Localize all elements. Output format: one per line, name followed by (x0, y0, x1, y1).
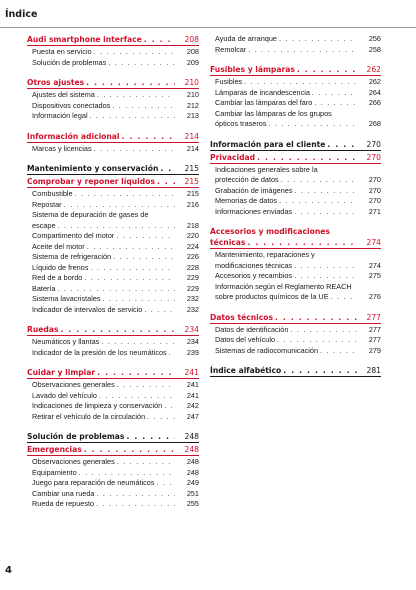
toc-entry-title: Compartimento del motor (32, 231, 115, 240)
dot-leader (64, 200, 175, 211)
toc-entry[interactable] (27, 47, 199, 58)
toc-entry-title: Observaciones generales (32, 457, 115, 466)
toc-entry-title: Mantenimiento y conservación (27, 164, 159, 173)
dot-leader (84, 444, 175, 455)
toc-entry[interactable] (210, 207, 381, 218)
toc-entry[interactable] (210, 98, 381, 109)
toc-entry-title: Lámparas de incandescencia (215, 87, 310, 97)
toc-entry[interactable] (210, 196, 381, 207)
toc-section-heading[interactable] (210, 365, 381, 376)
toc-entry-title: Grabación de imágenes (215, 185, 293, 195)
toc-entry-title: Cuidar y limpiar (27, 368, 96, 377)
toc-page-number: 275 (368, 271, 381, 280)
toc-entry-title: Ruedas (27, 325, 59, 334)
toc-entry[interactable] (27, 221, 199, 232)
page-number: 4 (5, 565, 12, 576)
toc-entry[interactable] (27, 90, 199, 101)
toc-page-number: 234 (184, 325, 199, 334)
toc-section-heading[interactable] (27, 176, 199, 187)
toc-entry-title: Índice alfabético (210, 366, 282, 375)
toc-page-number: 248 (186, 457, 199, 466)
toc-entry-line1 (27, 210, 199, 221)
toc-page-number: 248 (184, 445, 199, 454)
toc-section-heading[interactable] (27, 163, 199, 174)
toc-entry-title: Datos técnicos (210, 312, 273, 322)
toc-entry[interactable] (27, 58, 199, 69)
section-underline (210, 150, 381, 151)
toc-entry[interactable] (210, 335, 381, 346)
dot-leader (99, 391, 175, 402)
toc-entry-title: Emergencias (27, 445, 82, 454)
toc-entry[interactable] (27, 200, 199, 211)
toc-page-number: 224 (186, 241, 199, 251)
toc-page-number: 214 (186, 143, 199, 153)
toc-page-number: 277 (366, 312, 381, 322)
toc-entry-title: Sistema lavacristales (32, 294, 101, 303)
toc-entry[interactable] (27, 284, 199, 295)
toc-entry-title: Privacidad (210, 152, 256, 162)
toc-page-number: 232 (186, 294, 199, 303)
toc-entry-title: Fusibles y lámparas (210, 65, 295, 74)
toc-entry-title: Solución de problemas (27, 432, 125, 441)
toc-entry-title: Sistema de depuración de gases de (32, 210, 149, 219)
toc-entry-title: Mantenimiento, reparaciones y (215, 250, 315, 259)
toc-entry-title: Indicaciones de limpieza y conservación (32, 401, 163, 410)
dot-leader (116, 231, 175, 242)
toc-entry[interactable] (210, 346, 381, 357)
toc-page-number: 266 (368, 98, 381, 107)
dot-leader (96, 499, 175, 510)
toc-entry-title: Líquido de frenos (32, 262, 89, 272)
toc-page-number: 277 (368, 324, 381, 334)
toc-entry-title: Red de a bordo (32, 273, 83, 282)
toc-entry-title: Otros ajustes (27, 78, 85, 87)
toc-page-number: 271 (368, 206, 381, 216)
toc-page-number: 220 (186, 231, 199, 240)
toc-entry-title: Información según el Reglamento REACH (215, 281, 352, 291)
dot-leader (294, 271, 357, 282)
toc-page-number: 226 (186, 252, 199, 261)
toc-entry[interactable] (27, 101, 199, 112)
toc-entry[interactable] (210, 45, 381, 56)
toc-entry[interactable] (210, 186, 381, 197)
toc-entry-line1 (210, 165, 381, 176)
toc-entry[interactable] (27, 294, 199, 305)
section-underline (27, 455, 199, 456)
toc-page-number: 210 (186, 90, 199, 99)
toc-page-number: 270 (368, 185, 381, 195)
toc-entry-title: Comprobar y reponer líquidos (27, 177, 155, 186)
toc-page-number: 214 (184, 131, 199, 141)
dot-leader (103, 294, 175, 305)
toc-page-number: 281 (366, 366, 381, 375)
toc-page-number: 270 (368, 196, 381, 205)
dot-leader (269, 119, 357, 130)
toc-entry[interactable] (210, 34, 381, 45)
dot-leader (275, 312, 357, 323)
toc-column-right (210, 34, 381, 378)
dot-leader (247, 237, 357, 248)
toc-page-number: 274 (366, 238, 381, 247)
toc-entry-title-cont: sobre productos químicos de la UE (215, 292, 329, 301)
toc-page-number: 270 (368, 175, 381, 184)
dot-leader (147, 412, 175, 423)
toc-entry[interactable] (27, 457, 199, 468)
dot-leader (96, 489, 175, 500)
dot-leader (144, 305, 175, 316)
toc-page-number: 264 (368, 87, 381, 97)
toc-page-number: 212 (186, 100, 199, 110)
toc-page-number: 274 (368, 260, 381, 270)
dot-leader (294, 186, 357, 197)
dot-leader (126, 431, 175, 442)
toc-entry[interactable] (27, 189, 199, 200)
dot-leader (90, 111, 175, 122)
toc-section-heading[interactable] (210, 139, 381, 150)
toc-page-number: 209 (186, 57, 199, 67)
toc-entry[interactable] (210, 77, 381, 88)
toc-entry[interactable] (210, 271, 381, 282)
toc-entry[interactable] (27, 273, 199, 284)
toc-entry[interactable] (27, 478, 199, 489)
toc-entry-title: Memorias de datos (215, 196, 278, 205)
toc-column-left (27, 34, 199, 510)
toc-entry[interactable] (210, 175, 381, 186)
section-underline (27, 335, 199, 336)
dot-leader (122, 131, 175, 142)
toc-entry[interactable] (27, 499, 199, 510)
toc-entry-title: Retirar el vehículo de la circulación (32, 411, 146, 421)
dot-leader (248, 45, 357, 56)
section-underline (210, 163, 381, 164)
toc-entry[interactable] (27, 337, 199, 348)
section-underline (210, 75, 381, 76)
toc-entry-title: Indicador de intervalos de servicio (32, 304, 143, 314)
section-underline (27, 442, 199, 443)
toc-entry-title: Cambiar una rueda (32, 488, 95, 498)
toc-entry-title: Observaciones generales (32, 380, 115, 389)
toc-entry-title: Juego para reparación de neumáticos (32, 478, 155, 487)
page-title: Índice (5, 9, 38, 20)
toc-section-heading[interactable] (27, 367, 199, 378)
toc-entry[interactable] (27, 231, 199, 242)
toc-entry-title: Dispositivos conectados (32, 100, 111, 110)
toc-entry-title: Sistemas de radiocomunicación (215, 345, 319, 355)
toc-page-number: 251 (186, 488, 199, 498)
toc-entry-title: Datos de identificación (215, 324, 289, 334)
dot-leader (314, 98, 357, 109)
toc-page-number: 262 (366, 65, 381, 74)
page-header (0, 0, 416, 28)
toc-entry-title: Neumáticos y llantas (32, 337, 100, 346)
toc-entry[interactable] (27, 412, 199, 423)
section-underline (210, 323, 381, 324)
toc-entry[interactable] (27, 144, 199, 155)
toc-entry-title: Fusibles (215, 77, 243, 86)
dot-leader (169, 348, 175, 359)
toc-page-number: 249 (186, 478, 199, 487)
toc-entry-title: Indicaciones generales sobre la (215, 164, 318, 174)
section-underline (27, 174, 199, 175)
toc-section-heading[interactable] (27, 77, 199, 88)
toc-page-number: 215 (184, 177, 199, 186)
toc-page-number: 279 (368, 345, 381, 355)
toc-entry[interactable] (27, 242, 199, 253)
toc-entry-title: Batería (32, 283, 56, 293)
dot-leader (279, 196, 357, 207)
toc-page-number: 247 (186, 411, 199, 421)
dot-leader (257, 152, 357, 163)
dot-leader (157, 176, 175, 187)
toc-page-number: 241 (184, 368, 199, 377)
toc-section-heading[interactable] (27, 431, 199, 442)
dot-leader (58, 221, 175, 232)
toc-page-number: 241 (186, 390, 199, 400)
toc-page-number: 241 (186, 380, 199, 389)
dot-leader (113, 252, 175, 263)
toc-page-number: 229 (186, 273, 199, 282)
toc-page-number: 248 (186, 467, 199, 477)
dot-leader (90, 263, 175, 274)
dot-leader (331, 292, 357, 303)
toc-entry[interactable] (210, 261, 381, 272)
toc-entry-title: Indicador de la presión de los neumáticos (32, 347, 167, 357)
section-underline (210, 376, 381, 377)
toc-entry[interactable] (27, 305, 199, 316)
toc-entry-title: Cambiar las lámparas de los grupos (215, 108, 332, 118)
toc-page-number: 216 (186, 199, 199, 209)
toc-entry-title: Remolcar (215, 44, 247, 54)
dot-leader (112, 101, 175, 112)
dot-leader (144, 34, 175, 45)
toc-page-number: 262 (368, 77, 381, 86)
toc-page-number: 242 (186, 401, 199, 410)
toc-page-number: 229 (186, 283, 199, 293)
toc-entry-title: Equipamiento (32, 467, 77, 477)
toc-entry-title: Repostar (32, 199, 62, 209)
toc-entry[interactable] (210, 119, 381, 130)
toc-entry-title: Sistema de refrigeración (32, 252, 112, 261)
toc-entry-title: Audi smartphone interface (27, 35, 142, 44)
section-underline (27, 142, 199, 143)
toc-page-number: 228 (186, 262, 199, 272)
toc-entry-title: Información legal (32, 111, 88, 120)
toc-entry-title-cont: técnicas (210, 238, 246, 247)
section-underline (27, 378, 199, 379)
toc-section-heading[interactable] (210, 64, 381, 75)
dot-leader (297, 64, 357, 75)
dot-leader (327, 139, 357, 150)
toc-entry-title: Información adicional (27, 131, 120, 141)
toc-page-number: 256 (368, 34, 381, 43)
toc-entry-title: Datos del vehículo (215, 335, 276, 344)
dot-leader (75, 189, 175, 200)
dot-leader (79, 468, 175, 479)
toc-entry[interactable] (210, 292, 381, 303)
toc-entry-title: Puesta en servicio (32, 47, 92, 56)
toc-entry-title: Rueda de repuesto (32, 499, 95, 508)
toc-entry-title: Informaciones enviadas (215, 206, 293, 216)
toc-page-number: 277 (368, 335, 381, 344)
dot-leader (290, 325, 357, 336)
toc-page-number: 239 (186, 347, 199, 357)
toc-entry-line1 (210, 109, 381, 120)
toc-page-number: 213 (186, 111, 199, 120)
dot-leader (84, 273, 175, 284)
toc-section-heading[interactable] (210, 312, 381, 323)
section-underline (27, 187, 199, 188)
dot-leader (87, 242, 175, 253)
toc-entry[interactable] (27, 348, 199, 359)
toc-page-number: 270 (366, 152, 381, 162)
toc-entry-title-cont: escape (32, 220, 56, 230)
dot-leader (244, 77, 357, 88)
dot-leader (86, 77, 175, 88)
dot-leader (94, 47, 175, 58)
toc-entry[interactable] (27, 252, 199, 263)
toc-section-heading[interactable] (27, 131, 199, 142)
toc-page-number: 248 (184, 432, 199, 441)
dot-leader (283, 365, 357, 376)
dot-leader (312, 88, 357, 99)
dot-leader (108, 58, 175, 69)
toc-entry-title-cont: modificaciones técnicas (215, 260, 293, 270)
dot-leader (60, 324, 175, 335)
section-underline (27, 88, 199, 89)
toc-entry-title: Cambiar las lámparas del faro (215, 98, 313, 107)
toc-entry-title: Ayuda de arranque (215, 34, 277, 43)
toc-entry-title: Ajustes del sistema (32, 90, 95, 99)
toc-entry[interactable] (27, 489, 199, 500)
toc-page-number: 232 (186, 304, 199, 314)
toc-entry[interactable] (210, 325, 381, 336)
toc-entry[interactable] (27, 391, 199, 402)
toc-entry-title: Marcas y licencias (32, 143, 92, 153)
toc-section-heading[interactable] (27, 324, 199, 335)
toc-page-number: 255 (186, 499, 199, 508)
toc-entry[interactable] (27, 380, 199, 391)
dot-leader (281, 175, 357, 186)
dot-leader (97, 367, 175, 378)
toc-entry-title: Solución de problemas (32, 57, 107, 67)
dot-leader (277, 335, 357, 346)
toc-page-number: 270 (366, 139, 381, 149)
toc-entry-title: Información para el cliente (210, 139, 326, 149)
toc-entry[interactable] (27, 468, 199, 479)
dot-leader (117, 380, 175, 391)
dot-leader (279, 34, 357, 45)
toc-entry-title: Accesorios y recambios (215, 271, 293, 280)
toc-entry-line1 (210, 250, 381, 261)
dot-leader (101, 337, 175, 348)
toc-entry-title: Aceite del motor (32, 241, 85, 251)
dot-leader (117, 457, 175, 468)
toc-page-number: 234 (186, 337, 199, 346)
toc-entry[interactable] (27, 111, 199, 122)
toc-page-number: 258 (368, 44, 381, 54)
toc-page-number: 215 (184, 164, 199, 173)
dot-leader (94, 144, 175, 155)
toc-entry-title: Combustible (32, 189, 73, 198)
toc-page-number: 218 (186, 220, 199, 230)
toc-page-number: 276 (368, 292, 381, 301)
toc-section-heading-line1 (210, 226, 381, 237)
toc-section-heading[interactable] (210, 152, 381, 163)
toc-entry-title-cont: protección de datos (215, 175, 279, 184)
section-underline (210, 248, 381, 249)
toc-entry-line1 (210, 282, 381, 293)
toc-entry[interactable] (27, 263, 199, 274)
toc-entry-title-cont: ópticos traseros (215, 119, 267, 128)
dot-leader (160, 163, 175, 174)
dot-leader (320, 346, 357, 357)
toc-section-heading[interactable] (27, 444, 199, 455)
dot-leader (157, 478, 175, 489)
toc-section-heading[interactable] (27, 34, 199, 45)
dot-leader (97, 90, 175, 101)
toc-entry-title: Lavado del vehículo (32, 390, 97, 400)
dot-leader (164, 401, 175, 412)
toc-page-number: 208 (186, 47, 199, 56)
dot-leader (58, 284, 175, 295)
toc-entry-title: Accesorios y modificaciones (210, 227, 330, 236)
toc-page-number: 268 (368, 119, 381, 128)
toc-page-number: 208 (184, 35, 199, 44)
toc-entry[interactable] (27, 401, 199, 412)
dot-leader (294, 261, 357, 272)
toc-section-heading[interactable] (210, 237, 381, 248)
dot-leader (294, 207, 357, 218)
toc-page-number: 210 (184, 78, 199, 87)
toc-page-number: 215 (186, 189, 199, 198)
toc-entry[interactable] (210, 88, 381, 99)
section-underline (27, 45, 199, 46)
